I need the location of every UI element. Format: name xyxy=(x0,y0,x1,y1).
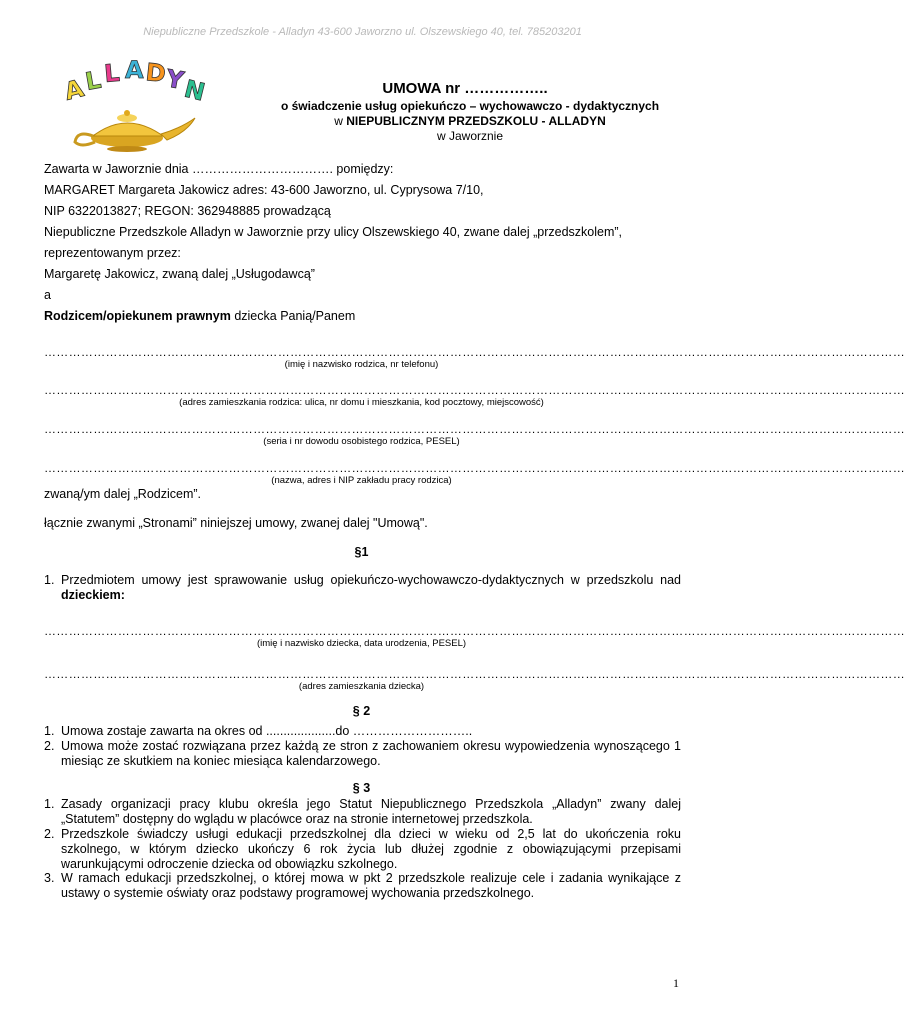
section-1-item-1: 1. Przedmiotem umowy jest sprawowanie usług opiekuńczo-wychowawczo-dydaktycznych w przedszkolu nad dzieckiem: xyxy=(44,573,681,602)
intro-line-5: reprezentowanym przez: xyxy=(44,246,181,260)
logo-letter: Y xyxy=(163,64,186,95)
page-header: Niepubliczne Przedszkole - Alladyn 43-600 Jaworzno ul. Olszewskiego 40, tel. 785203201 xyxy=(143,26,582,38)
logo-letter: L xyxy=(83,65,104,96)
intro-line-8: Rodzicem/opiekunem prawnym dziecka Panią/Panem xyxy=(44,309,356,323)
fill-line-parent-employer[interactable]: ………………………………………………………………………………………………………………………………………………………………………………………… xyxy=(44,461,905,475)
intro-line-2: MARGARET Margareta Jakowicz adres: 43-600 Jaworzno, ul. Cyprysowa 7/10, xyxy=(44,183,484,197)
magic-lamp-icon xyxy=(75,110,195,152)
intro-line-6: Margaretę Jakowicz, zwaną dalej „Usługodawcą” xyxy=(44,267,315,281)
parent-defined: zwaną/ym dalej „Rodzicem”. xyxy=(44,487,201,501)
fill-line-child-address[interactable]: ………………………………………………………………………………………………………………………………………………………………………………………… xyxy=(44,667,905,681)
caption-child-name: (imię i nazwisko dziecka, data urodzenia, PESEL) xyxy=(256,638,467,649)
fill-line-parent-id[interactable]: ………………………………………………………………………………………………………………………………………………………………………………………… xyxy=(44,422,905,436)
fill-line-parent-address[interactable]: ………………………………………………………………………………………………………………………………………………………………………………………… xyxy=(44,383,905,397)
parties-defined: łącznie zwanymi „Stronami” niniejszej umowy, zwanej dalej "Umową". xyxy=(44,516,428,530)
logo-letter: L xyxy=(103,58,121,88)
section-2-item-1: 1. Umowa zostaje zawarta na okres od ....................do ……………………….. xyxy=(44,724,473,738)
caption-parent-address: (adres zamieszkania rodzica: ulica, nr domu i mieszkania, kod pocztowy, miejscowość) xyxy=(179,397,544,408)
intro-line-7: a xyxy=(44,288,51,302)
section-2-heading: § 2 xyxy=(352,704,371,718)
section-3-item-3: 3. W ramach edukacji przedszkolnej, o której mowa w pkt 2 przedszkole realizuje cele i zadania wynikające z ustawy o systemie oświaty oraz podstawy programowej wychowania przedszkolnego. xyxy=(44,871,681,900)
section-1-heading: §1 xyxy=(354,545,369,559)
intro-line-3: NIP 6322013827; REGON: 362948885 prowadzącą xyxy=(44,204,331,218)
caption-parent-id: (seria i nr dowodu osobistego rodzica, PESEL) xyxy=(263,436,460,447)
section-3-item-1: 1. Zasady organizacji pracy klubu określa jego Statut Niepublicznego Przedszkola „Alladyn” zwany dalej „Statutem” dostępny do wglądu w placówce oraz na stronie internetowej przedszkola. xyxy=(44,797,681,826)
fill-line-child-name[interactable]: ………………………………………………………………………………………………………………………………………………………………………………………… xyxy=(44,624,905,638)
caption-parent-name: (imię i nazwisko rodzica, nr telefonu) xyxy=(284,359,439,370)
title-block xyxy=(230,80,670,143)
caption-child-address: (adres zamieszkania dziecka) xyxy=(298,681,425,692)
document-title: UMOWA nr …………….. xyxy=(382,80,548,97)
section-3-item-2: 2. Przedszkole świadczy usługi edukacji przedszkolnej dla dzieci w wieku od 2,5 lat do ukończenia roku szkolnego, w którym dziecko ukończy 6 rok życia lub dłużej zgodnie z obowiązującymi przepisami warunkującymi odroczenie dziecka od obowiązku szkolnego. xyxy=(44,827,681,871)
logo-letter: N xyxy=(181,74,208,107)
page-number: 1 xyxy=(673,976,679,990)
logo-letter: A xyxy=(61,74,87,106)
intro-line-4: Niepubliczne Przedszkole Alladyn w Jaworznie przy ulicy Olszewskiego 40, zwane dalej „przedszkolem”, xyxy=(44,225,623,239)
section-2-item-2: 2. Umowa może zostać rozwiązana przez każdą ze stron z zachowaniem okresu wypowiedzenia wynoszącego 1 miesiąc ze skutkiem na koniec miesiąca kalendarzowego. xyxy=(44,739,681,768)
logo-letter: A xyxy=(125,56,144,84)
location-line: w Jaworznie xyxy=(436,129,504,143)
institution-line: w NIEPUBLICZNYM PRZEDSZKOLU - ALLADYN xyxy=(334,114,606,128)
logo-letter: D xyxy=(144,58,168,89)
section-3-heading: § 3 xyxy=(352,781,371,795)
fill-line-parent-name[interactable]: ………………………………………………………………………………………………………………………………………………………………………………………… xyxy=(44,345,905,359)
document-subtitle: o świadczenie usług opiekuńczo – wychowawczo - dydaktycznych xyxy=(280,99,660,113)
logo-letters xyxy=(62,56,208,107)
intro-line-1: Zawarta w Jaworznie dnia ……………………………. pomiędzy: xyxy=(44,162,394,176)
caption-parent-employer: (nazwa, adres i NIP zakładu pracy rodzica) xyxy=(271,475,452,486)
alladyn-logo xyxy=(55,58,215,156)
